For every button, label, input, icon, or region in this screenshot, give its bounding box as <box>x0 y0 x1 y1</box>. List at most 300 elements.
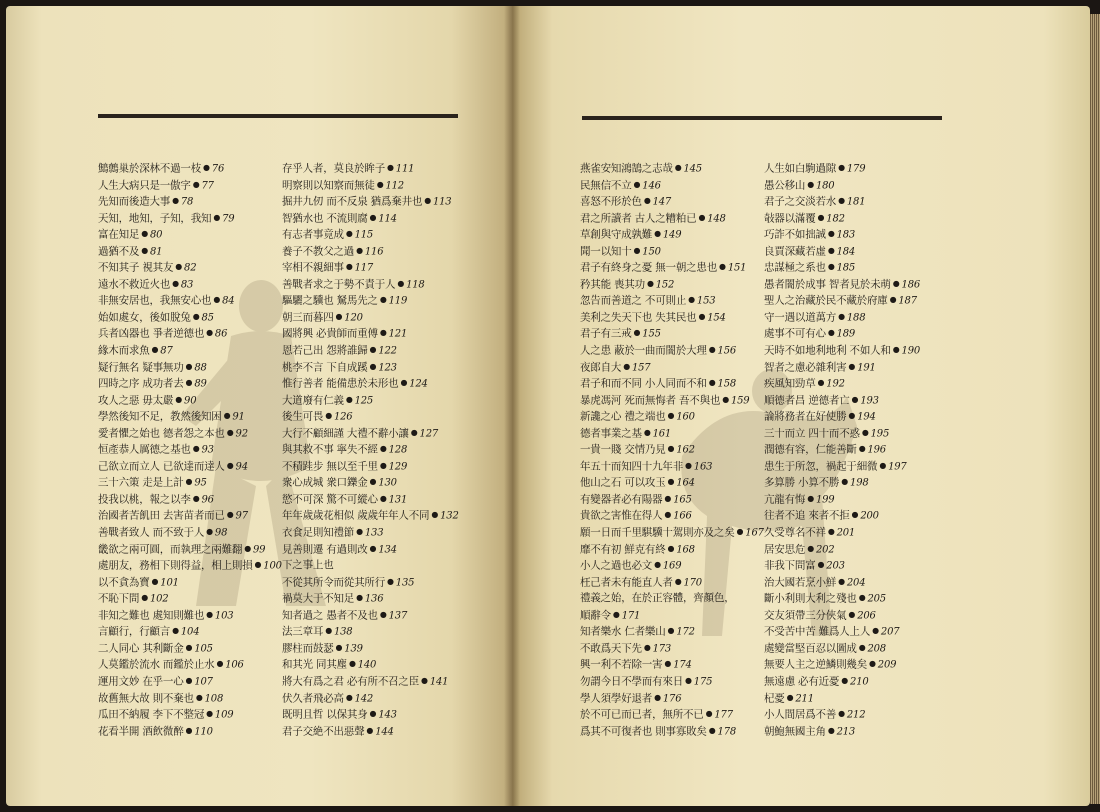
entry-page-number: 97 <box>235 510 248 522</box>
bullet-dot: ● <box>838 196 845 206</box>
index-entry <box>764 226 984 243</box>
entry-page-number: 99 <box>252 543 266 555</box>
bullet-dot: ● <box>827 328 835 338</box>
bullet-dot: ● <box>369 543 377 553</box>
index-entry <box>98 723 278 740</box>
entry-text: 故舊無大故 則不棄也 <box>98 691 194 704</box>
index-entry <box>98 160 278 177</box>
entry-text: 治大國若烹小鮮 <box>764 575 837 588</box>
index-entry <box>282 690 482 707</box>
index-entry <box>282 640 482 657</box>
entry-page-number: 135 <box>395 576 415 588</box>
bullet-dot: ● <box>325 411 332 421</box>
entry-page-number: 161 <box>652 428 672 440</box>
index-entry <box>580 607 790 624</box>
entry-page-number: 153 <box>696 295 716 307</box>
entry-text: 與其救不事 寧失不經 <box>282 443 378 456</box>
entry-page-number: 81 <box>149 246 163 258</box>
entry-page-number: 167 <box>745 527 764 539</box>
entry-page-number: 123 <box>378 361 397 373</box>
bullet-dot: ● <box>151 576 159 586</box>
bullet-dot: ● <box>379 493 387 503</box>
bullet-dot: ● <box>379 295 387 305</box>
entry-text: 疾風知勁草 <box>764 377 816 390</box>
entry-page-number: 203 <box>826 560 845 572</box>
bullet-dot: ● <box>848 411 856 421</box>
bullet-dot: ● <box>817 560 825 570</box>
entry-page-number: 197 <box>888 461 907 473</box>
entry-text: 見善則遷 有過則改 <box>282 542 368 555</box>
index-entry <box>282 607 482 624</box>
entry-text: 矜其能 喪其功 <box>580 278 645 291</box>
entry-text: 宰相不親細事 <box>282 261 344 274</box>
entry-text: 喜怒不形於色 <box>580 195 642 208</box>
index-entry <box>580 640 790 657</box>
bullet-dot: ● <box>685 460 692 470</box>
index-entry <box>98 193 278 210</box>
index-entry <box>282 656 482 673</box>
index-entry <box>98 524 278 541</box>
entry-page-number: 192 <box>826 378 845 390</box>
bullet-dot: ● <box>869 659 876 669</box>
bullet-dot: ● <box>325 626 332 636</box>
entry-page-number: 100 <box>263 560 282 572</box>
entry-text: 膠柱而鼓瑟 <box>282 642 334 655</box>
entry-text: 將大有爲之君 必有所不召之臣 <box>282 675 420 688</box>
bullet-dot: ● <box>643 642 651 652</box>
entry-page-number: 190 <box>901 345 921 357</box>
bullet-dot: ● <box>226 427 234 437</box>
entry-page-number: 158 <box>717 378 737 390</box>
entry-text: 後生可畏 <box>282 410 324 423</box>
bullet-dot: ● <box>851 510 859 520</box>
index-entry <box>764 309 984 326</box>
entry-page-number: 115 <box>354 229 374 241</box>
entry-text: 二人同心 其利斷金 <box>98 642 184 655</box>
entry-page-number: 159 <box>730 394 750 406</box>
bullet-dot: ● <box>192 444 200 454</box>
index-entry <box>98 640 278 657</box>
entry-text: 攻人之惡 毋太嚴 <box>98 393 174 406</box>
bullet-dot: ● <box>786 692 794 702</box>
bullet-dot: ● <box>431 510 439 520</box>
bullet-dot: ● <box>376 179 384 189</box>
entry-page-number: 143 <box>378 709 397 721</box>
entry-page-number: 105 <box>194 643 213 655</box>
entry-page-number: 89 <box>194 378 207 390</box>
index-entry <box>764 292 984 309</box>
entry-text: 養子不教父之過 <box>282 245 355 258</box>
index-entry <box>282 243 482 260</box>
index-entry <box>764 375 984 392</box>
bullet-dot: ● <box>185 477 193 487</box>
index-entry <box>98 375 278 392</box>
entry-text: 過猶不及 <box>98 245 140 258</box>
index-entry <box>764 640 984 657</box>
entry-page-number: 104 <box>180 626 200 638</box>
bullet-dot: ● <box>366 725 374 735</box>
bullet-dot: ● <box>369 212 377 222</box>
index-entry <box>764 210 984 227</box>
entry-text: 先知而後造大事 <box>98 195 171 208</box>
entry-page-number: 82 <box>184 262 197 274</box>
entry-page-number: 187 <box>898 295 917 307</box>
entry-page-number: 183 <box>836 229 856 241</box>
entry-text: 處朋友，務相下則得益，相上則損 <box>98 559 253 572</box>
entry-text: 存乎人者，莫良於眸子 <box>282 162 385 175</box>
entry-text: 朝鮑無國主角 <box>764 724 826 737</box>
entry-text: 恩若己出 怨將誰歸 <box>282 344 368 357</box>
entry-page-number: 178 <box>717 725 737 737</box>
entry-page-number: 130 <box>378 477 397 489</box>
entry-page-number: 169 <box>662 560 682 572</box>
entry-text: 花看半開 酒飲微醉 <box>98 724 184 737</box>
index-entry <box>764 590 984 607</box>
book-spine <box>504 6 520 806</box>
entry-page-number: 121 <box>388 328 408 340</box>
entry-page-number: 124 <box>409 378 428 390</box>
index-entry <box>580 541 790 558</box>
header-rule <box>98 114 458 118</box>
entry-page-number: 139 <box>344 643 363 655</box>
index-entry <box>580 706 790 723</box>
entry-text: 治國者苦飢田 去害苗者而已 <box>98 509 225 522</box>
entry-page-number: 193 <box>860 394 879 406</box>
entry-text: 年五十而知四十九年非 <box>580 460 683 473</box>
index-column-right-1 <box>580 160 790 739</box>
entry-text: 敧器以滿覆 <box>764 211 816 224</box>
entry-page-number: 114 <box>378 212 397 224</box>
header-rule <box>582 116 942 120</box>
entry-page-number: 205 <box>867 593 886 605</box>
index-entry <box>98 623 278 640</box>
entry-text: 小人之過也必文 <box>580 559 653 572</box>
entry-page-number: 150 <box>642 246 661 258</box>
bullet-dot: ● <box>397 278 405 288</box>
bullet-dot: ● <box>827 229 835 239</box>
entry-text: 惟行善者 能備患於未形也 <box>282 377 399 390</box>
bullet-dot: ● <box>858 593 866 603</box>
bullet-dot: ● <box>379 609 387 619</box>
bullet-dot: ● <box>612 609 620 619</box>
left-page <box>6 6 512 806</box>
entry-text: 三十六策 走是上計 <box>98 476 184 489</box>
entry-text: 非我下問富 <box>764 559 816 572</box>
index-entry <box>282 557 482 574</box>
bullet-dot: ● <box>719 262 726 272</box>
bullet-dot: ● <box>379 444 387 454</box>
index-entry <box>98 226 278 243</box>
bullet-dot: ● <box>356 527 363 537</box>
bullet-dot: ● <box>254 560 262 570</box>
index-entry <box>98 259 278 276</box>
entry-page-number: 88 <box>194 361 207 373</box>
entry-text: 言顧行，行顧言 <box>98 625 171 638</box>
entry-text: 君子交絶不出惡聲 <box>282 724 365 737</box>
entry-page-number: 119 <box>388 295 408 307</box>
entry-text: 忽告而善道之 不可則止 <box>580 294 687 307</box>
bullet-dot: ● <box>369 345 377 355</box>
bullet-dot: ● <box>192 179 200 189</box>
entry-page-number: 185 <box>836 262 856 274</box>
index-entry <box>98 607 278 624</box>
entry-page-number: 181 <box>846 196 866 208</box>
bullet-dot: ● <box>688 295 695 305</box>
entry-page-number: 93 <box>201 444 214 456</box>
entry-page-number: 176 <box>662 692 682 704</box>
entry-text: 巧詐不如拙誠 <box>764 228 826 241</box>
index-entry <box>282 541 482 558</box>
index-entry <box>98 392 278 409</box>
entry-page-number: 179 <box>846 163 866 175</box>
entry-page-number: 90 <box>184 394 197 406</box>
index-entry <box>282 292 482 309</box>
index-entry <box>764 177 984 194</box>
index-entry <box>98 276 278 293</box>
entry-text: 患生于所忽，禍起于細微 <box>764 460 878 473</box>
entry-page-number: 80 <box>149 229 163 241</box>
index-entry <box>764 557 984 574</box>
entry-page-number: 182 <box>826 212 845 224</box>
entry-page-number: 91 <box>232 411 245 423</box>
entry-text: 投我以桃，報之以李 <box>98 493 191 506</box>
index-entry <box>580 524 790 541</box>
bullet-dot: ● <box>807 179 814 189</box>
entry-page-number: 85 <box>201 312 214 324</box>
index-entry <box>282 309 482 326</box>
entry-page-number: 138 <box>333 626 353 638</box>
index-entry <box>282 623 482 640</box>
index-entry <box>282 193 482 210</box>
index-entry <box>580 193 790 210</box>
entry-page-number: 128 <box>388 444 408 456</box>
entry-text: 桃李不言 下自成蹊 <box>282 360 368 373</box>
entry-page-number: 133 <box>364 527 384 539</box>
entry-text: 和其光 同其塵 <box>282 658 347 671</box>
bullet-dot: ● <box>698 311 706 321</box>
bullet-dot: ● <box>872 626 879 636</box>
index-entry <box>98 292 278 309</box>
entry-page-number: 164 <box>676 477 695 489</box>
entry-text: 處變當堅百忍以圖成 <box>764 642 857 655</box>
bullet-dot: ● <box>335 642 343 652</box>
entry-page-number: 186 <box>901 279 921 291</box>
bullet-dot: ● <box>633 328 641 338</box>
entry-page-number: 96 <box>201 494 214 506</box>
entry-text: 久受尊名不祥 <box>764 526 826 539</box>
entry-page-number: 160 <box>676 411 695 423</box>
index-entry <box>764 524 984 541</box>
entry-page-number: 201 <box>836 527 856 539</box>
entry-page-number: 134 <box>378 543 397 555</box>
index-entry <box>580 408 790 425</box>
entry-text: 君子和而不同 小人同而不和 <box>580 377 707 390</box>
entry-text: 恒產恭人厲德之基也 <box>98 443 191 456</box>
bullet-dot: ● <box>185 642 193 652</box>
bullet-dot: ● <box>379 460 387 470</box>
entry-page-number: 83 <box>180 279 194 291</box>
entry-text: 良賈深藏若虛 <box>764 245 826 258</box>
bullet-dot: ● <box>356 245 363 255</box>
entry-text: 驅驪之驥也 駑馬先之 <box>282 294 378 307</box>
entry-page-number: 79 <box>222 212 235 224</box>
index-entry <box>580 359 790 376</box>
bullet-dot: ● <box>356 593 363 603</box>
entry-text: 興一利不若除一害 <box>580 658 663 671</box>
entry-text: 聖人之治藏於民不藏於府庫 <box>764 294 888 307</box>
index-entry <box>282 259 482 276</box>
index-entry <box>764 491 984 508</box>
entry-text: 他山之石 可以攻玉 <box>580 476 666 489</box>
bullet-dot: ● <box>345 394 353 404</box>
bullet-dot: ● <box>827 527 835 537</box>
bullet-dot: ● <box>400 378 408 388</box>
entry-text: 不受苦中苦 難爲人上人 <box>764 625 871 638</box>
bullet-dot: ● <box>861 427 869 437</box>
bullet-dot: ● <box>379 328 387 338</box>
entry-page-number: 110 <box>194 725 213 737</box>
entry-text: 始如處女，後如脫兔 <box>98 311 191 324</box>
bullet-dot: ● <box>172 196 179 206</box>
entry-page-number: 117 <box>354 262 374 274</box>
entry-page-number: 131 <box>388 494 408 506</box>
entry-page-number: 155 <box>642 328 661 340</box>
entry-page-number: 173 <box>652 643 672 655</box>
entry-page-number: 129 <box>388 461 408 473</box>
bullet-dot: ● <box>708 378 716 388</box>
index-entry <box>580 491 790 508</box>
index-entry <box>282 574 482 591</box>
entry-text: 暴虎馮河 死而無悔者 吾不與也 <box>580 393 721 406</box>
index-entry <box>98 690 278 707</box>
index-entry <box>98 309 278 326</box>
bullet-dot: ● <box>889 295 897 305</box>
bullet-dot: ● <box>674 576 682 586</box>
index-entry <box>98 359 278 376</box>
entry-text: 以不貪為寶 <box>98 575 150 588</box>
bullet-dot: ● <box>664 493 672 503</box>
bullet-dot: ● <box>879 460 887 470</box>
bullet-dot: ● <box>838 576 845 586</box>
entry-page-number: 208 <box>867 643 886 655</box>
entry-text: 爲其不可復者也 則事寡敗矣 <box>580 724 707 737</box>
index-entry <box>764 623 984 640</box>
bullet-dot: ● <box>369 477 377 487</box>
bullet-dot: ● <box>646 278 654 288</box>
entry-text: 多算勝 小算不勝 <box>764 476 840 489</box>
entry-page-number: 211 <box>795 692 814 704</box>
bullet-dot: ● <box>195 692 203 702</box>
entry-text: 富在知足 <box>98 228 140 241</box>
bullet-dot: ● <box>192 311 200 321</box>
entry-page-number: 156 <box>717 345 737 357</box>
entry-page-number: 94 <box>235 461 248 473</box>
entry-page-number: 213 <box>836 725 856 737</box>
bullet-dot: ● <box>667 626 675 636</box>
bullet-dot: ● <box>685 675 692 685</box>
entry-text: 運用文妙 在乎一心 <box>98 675 184 688</box>
bullet-dot: ● <box>841 477 849 487</box>
index-entry <box>764 656 984 673</box>
entry-page-number: 191 <box>857 361 876 373</box>
index-entry <box>98 474 278 491</box>
entry-text: 願一日而千里騏驥十駕則亦及之矣 <box>580 526 735 539</box>
index-entry <box>764 574 984 591</box>
entry-page-number: 84 <box>222 295 235 307</box>
bullet-dot: ● <box>151 345 159 355</box>
index-entry <box>98 557 282 574</box>
entry-text: 一貴一賤 交情乃見 <box>580 443 666 456</box>
bullet-dot: ● <box>216 659 224 669</box>
entry-page-number: 206 <box>857 610 876 622</box>
bullet-dot: ● <box>643 427 651 437</box>
index-entry <box>580 375 790 392</box>
index-entry <box>580 590 790 607</box>
index-entry <box>98 458 278 475</box>
index-entry <box>580 292 790 309</box>
index-entry <box>282 276 482 293</box>
entry-text: 人之患 蔽於一曲而闇於大理 <box>580 344 707 357</box>
bullet-dot: ● <box>827 725 835 735</box>
entry-page-number: 177 <box>714 709 733 721</box>
index-column-left-2 <box>282 160 482 739</box>
index-entry <box>282 706 482 723</box>
index-entry <box>282 325 482 342</box>
index-entry <box>580 243 790 260</box>
entry-text: 人生大病只是一傲字 <box>98 178 191 191</box>
bullet-dot: ● <box>841 675 849 685</box>
entry-page-number: 204 <box>846 576 866 588</box>
index-entry <box>580 458 790 475</box>
entry-text: 法三章耳 <box>282 625 324 638</box>
entry-page-number: 120 <box>344 312 363 324</box>
index-column-right-2 <box>764 160 984 739</box>
index-entry <box>98 491 278 508</box>
index-entry <box>764 706 984 723</box>
entry-text: 知者樂水 仁者樂山 <box>580 625 666 638</box>
entry-page-number: 113 <box>432 196 452 208</box>
bullet-dot: ● <box>410 427 418 437</box>
bullet-dot: ● <box>185 361 193 371</box>
bullet-dot: ● <box>223 411 231 421</box>
bullet-dot: ● <box>848 361 856 371</box>
bullet-dot: ● <box>736 527 744 537</box>
entry-page-number: 189 <box>836 328 856 340</box>
entry-page-number: 162 <box>676 444 695 456</box>
index-entry <box>580 574 790 591</box>
entry-text: 善戰者求之于勢不責于人 <box>282 278 396 291</box>
entry-page-number: 151 <box>727 262 747 274</box>
bullet-dot: ● <box>172 278 179 288</box>
index-entry <box>282 590 482 607</box>
bullet-dot: ● <box>633 179 641 189</box>
bullet-dot: ● <box>424 196 431 206</box>
entry-page-number: 98 <box>214 527 228 539</box>
bullet-dot: ● <box>827 245 835 255</box>
entry-page-number: 109 <box>214 709 234 721</box>
index-entry <box>98 441 278 458</box>
entry-page-number: 184 <box>836 246 856 258</box>
index-entry <box>282 441 482 458</box>
entry-page-number: 202 <box>815 543 835 555</box>
index-entry <box>764 690 984 707</box>
index-entry <box>282 491 482 508</box>
entry-text: 國將興 必貴師而重傅 <box>282 327 378 340</box>
entry-text: 愛者懼之始也 德者怨之本也 <box>98 427 225 440</box>
index-entry <box>764 392 984 409</box>
entry-text: 居安思危 <box>764 542 806 555</box>
entry-text: 不恥下問 <box>98 592 140 605</box>
